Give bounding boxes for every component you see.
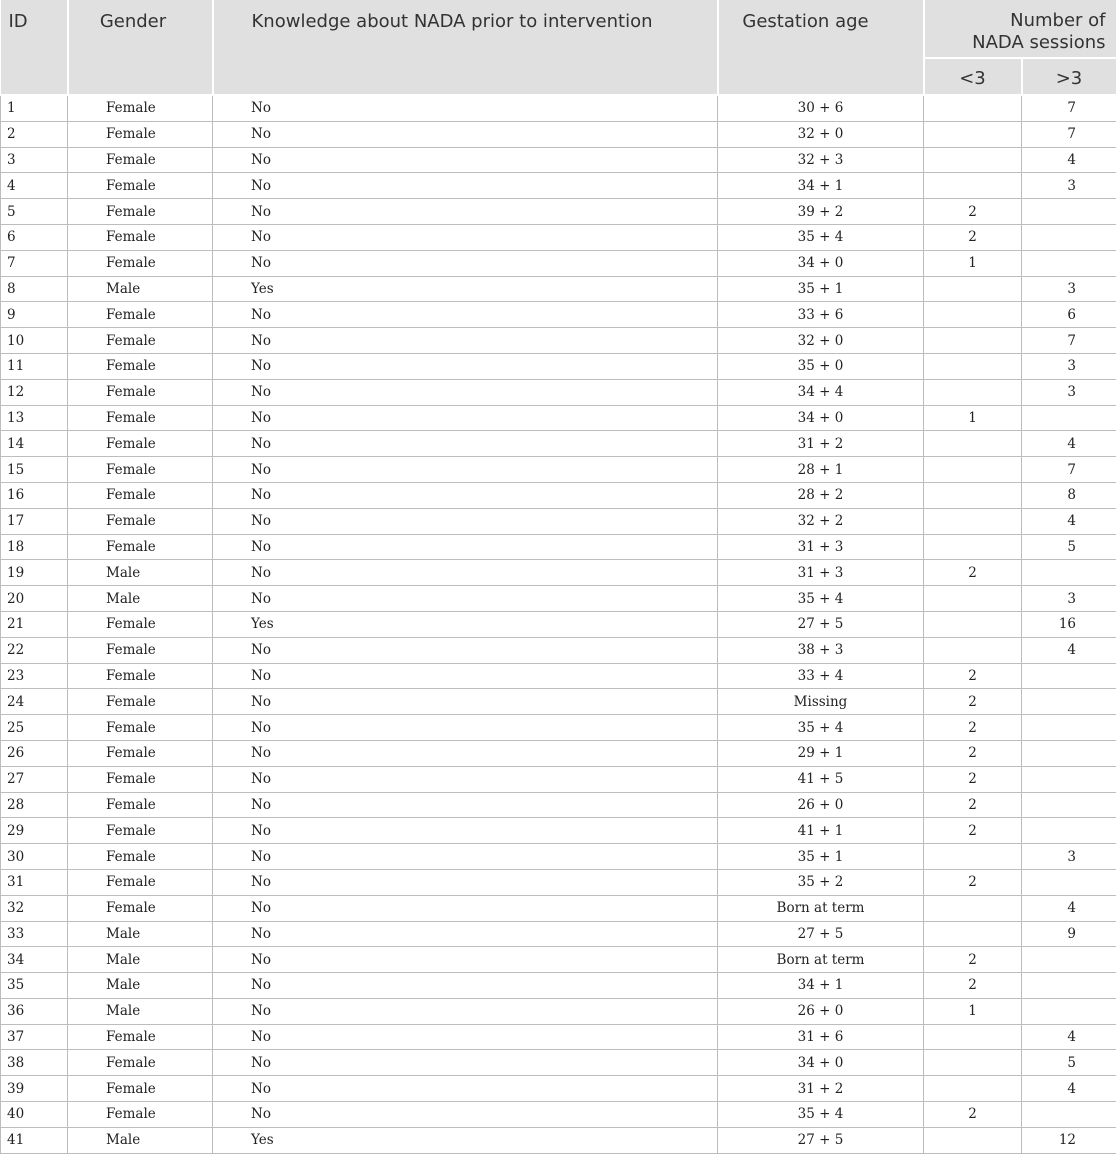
cell-gestation-age: 34 + 1 <box>718 173 924 199</box>
cell-knowledge: No <box>213 534 718 560</box>
table-row <box>1 766 1116 792</box>
cell-sessions-gt3 <box>1022 998 1116 1024</box>
cell-gestation-age: Born at term <box>718 895 924 921</box>
cell-sessions-gt3: 8 <box>1022 482 1116 508</box>
cell-gender: Male <box>68 1127 213 1153</box>
cell-gender: Female <box>68 328 213 354</box>
cell-gestation-age: 41 + 1 <box>718 818 924 844</box>
cell-gestation-age: 32 + 0 <box>718 328 924 354</box>
cell-gender: Female <box>68 1024 213 1050</box>
cell-sessions-gt3 <box>1022 250 1116 276</box>
cell-gender: Female <box>68 199 213 225</box>
cell-id: 8 <box>1 276 68 302</box>
table-row <box>1 1050 1116 1076</box>
cell-gestation-age: 33 + 6 <box>718 302 924 328</box>
table-row <box>1 431 1116 457</box>
cell-id: 27 <box>1 766 68 792</box>
table-row <box>1 947 1116 973</box>
cell-knowledge: No <box>213 328 718 354</box>
cell-sessions-gt3: 7 <box>1022 121 1116 147</box>
cell-sessions-gt3: 7 <box>1022 457 1116 483</box>
cell-gestation-age: 29 + 1 <box>718 740 924 766</box>
cell-gestation-age: 35 + 1 <box>718 844 924 870</box>
cell-id: 37 <box>1 1024 68 1050</box>
cell-knowledge: No <box>213 482 718 508</box>
cell-knowledge: No <box>213 947 718 973</box>
table-row <box>1 560 1116 586</box>
cell-sessions-lt3 <box>924 921 1022 947</box>
cell-gestation-age: 30 + 6 <box>718 95 924 121</box>
cell-sessions-gt3: 4 <box>1022 1024 1116 1050</box>
cell-id: 23 <box>1 663 68 689</box>
cell-sessions-lt3 <box>924 353 1022 379</box>
cell-sessions-lt3 <box>924 1024 1022 1050</box>
cell-knowledge: No <box>213 715 718 741</box>
cell-sessions-lt3 <box>924 637 1022 663</box>
cell-knowledge: No <box>213 740 718 766</box>
cell-knowledge: No <box>213 1102 718 1128</box>
cell-sessions-gt3: 9 <box>1022 921 1116 947</box>
table-row <box>1 998 1116 1024</box>
cell-gestation-age: 32 + 0 <box>718 121 924 147</box>
cell-sessions-gt3 <box>1022 740 1116 766</box>
cell-gender: Male <box>68 276 213 302</box>
header-sessions-line2: NADA sessions <box>972 32 1105 53</box>
cell-gestation-age: 32 + 2 <box>718 508 924 534</box>
cell-knowledge: No <box>213 818 718 844</box>
table-row <box>1 121 1116 147</box>
cell-sessions-lt3: 1 <box>924 998 1022 1024</box>
cell-gender: Female <box>68 766 213 792</box>
cell-sessions-lt3 <box>924 611 1022 637</box>
cell-knowledge: No <box>213 121 718 147</box>
table-row <box>1 1102 1116 1128</box>
cell-gestation-age: 31 + 3 <box>718 560 924 586</box>
table-row <box>1 740 1116 766</box>
cell-sessions-lt3 <box>924 431 1022 457</box>
cell-id: 4 <box>1 173 68 199</box>
cell-id: 25 <box>1 715 68 741</box>
cell-sessions-gt3: 4 <box>1022 895 1116 921</box>
table-row <box>1 250 1116 276</box>
cell-gender: Female <box>68 1102 213 1128</box>
cell-sessions-lt3: 2 <box>924 560 1022 586</box>
cell-knowledge: Yes <box>213 276 718 302</box>
table-row <box>1 637 1116 663</box>
cell-knowledge: No <box>213 1024 718 1050</box>
cell-gender: Female <box>68 611 213 637</box>
cell-sessions-gt3 <box>1022 199 1116 225</box>
cell-id: 13 <box>1 405 68 431</box>
cell-sessions-lt3 <box>924 1076 1022 1102</box>
table-row <box>1 818 1116 844</box>
cell-knowledge: No <box>213 689 718 715</box>
cell-sessions-lt3: 2 <box>924 224 1022 250</box>
cell-sessions-lt3: 1 <box>924 250 1022 276</box>
cell-sessions-gt3 <box>1022 869 1116 895</box>
cell-id: 21 <box>1 611 68 637</box>
cell-gender: Female <box>68 173 213 199</box>
cell-sessions-gt3: 12 <box>1022 1127 1116 1153</box>
cell-gender: Female <box>68 663 213 689</box>
cell-knowledge: No <box>213 998 718 1024</box>
cell-sessions-gt3 <box>1022 224 1116 250</box>
cell-id: 30 <box>1 844 68 870</box>
cell-knowledge: No <box>213 147 718 173</box>
table-body <box>1 95 1116 1153</box>
cell-knowledge: No <box>213 792 718 818</box>
cell-sessions-gt3: 3 <box>1022 586 1116 612</box>
cell-sessions-lt3 <box>924 457 1022 483</box>
cell-knowledge: No <box>213 457 718 483</box>
cell-gestation-age: 35 + 2 <box>718 869 924 895</box>
cell-id: 16 <box>1 482 68 508</box>
cell-gender: Female <box>68 895 213 921</box>
table-header <box>1 0 1116 95</box>
cell-knowledge: No <box>213 302 718 328</box>
cell-sessions-lt3: 2 <box>924 689 1022 715</box>
cell-id: 39 <box>1 1076 68 1102</box>
cell-knowledge: No <box>213 1050 718 1076</box>
cell-gestation-age: 34 + 1 <box>718 973 924 999</box>
cell-sessions-gt3: 3 <box>1022 844 1116 870</box>
cell-sessions-lt3: 1 <box>924 405 1022 431</box>
cell-sessions-lt3 <box>924 534 1022 560</box>
cell-sessions-gt3: 3 <box>1022 353 1116 379</box>
table-row <box>1 715 1116 741</box>
cell-gender: Female <box>68 95 213 121</box>
cell-knowledge: No <box>213 508 718 534</box>
cell-gestation-age: 35 + 4 <box>718 1102 924 1128</box>
table-row <box>1 457 1116 483</box>
cell-knowledge: Yes <box>213 611 718 637</box>
cell-gestation-age: Born at term <box>718 947 924 973</box>
header-gt3: >3 <box>1022 58 1116 95</box>
cell-gestation-age: 35 + 0 <box>718 353 924 379</box>
cell-gestation-age: 32 + 3 <box>718 147 924 173</box>
cell-knowledge: No <box>213 637 718 663</box>
cell-gender: Female <box>68 482 213 508</box>
table-row <box>1 95 1116 121</box>
cell-gender: Female <box>68 379 213 405</box>
cell-gestation-age: 31 + 3 <box>718 534 924 560</box>
cell-sessions-lt3: 2 <box>924 740 1022 766</box>
cell-gestation-age: 34 + 4 <box>718 379 924 405</box>
cell-sessions-lt3 <box>924 586 1022 612</box>
cell-sessions-lt3: 2 <box>924 199 1022 225</box>
cell-id: 33 <box>1 921 68 947</box>
cell-sessions-gt3: 4 <box>1022 637 1116 663</box>
cell-id: 17 <box>1 508 68 534</box>
cell-gender: Female <box>68 147 213 173</box>
cell-id: 15 <box>1 457 68 483</box>
cell-knowledge: No <box>213 921 718 947</box>
cell-id: 12 <box>1 379 68 405</box>
cell-sessions-lt3: 2 <box>924 663 1022 689</box>
cell-sessions-lt3 <box>924 276 1022 302</box>
cell-gender: Female <box>68 405 213 431</box>
cell-sessions-gt3 <box>1022 715 1116 741</box>
cell-id: 34 <box>1 947 68 973</box>
cell-id: 11 <box>1 353 68 379</box>
cell-gender: Male <box>68 947 213 973</box>
cell-knowledge: No <box>213 766 718 792</box>
cell-id: 20 <box>1 586 68 612</box>
cell-id: 24 <box>1 689 68 715</box>
cell-gender: Female <box>68 740 213 766</box>
table-row <box>1 1076 1116 1102</box>
table-row <box>1 199 1116 225</box>
cell-sessions-lt3: 2 <box>924 973 1022 999</box>
table-row <box>1 663 1116 689</box>
cell-id: 38 <box>1 1050 68 1076</box>
cell-sessions-gt3: 3 <box>1022 276 1116 302</box>
cell-sessions-gt3 <box>1022 1102 1116 1128</box>
cell-knowledge: No <box>213 844 718 870</box>
cell-sessions-lt3 <box>924 482 1022 508</box>
cell-sessions-gt3 <box>1022 405 1116 431</box>
cell-id: 41 <box>1 1127 68 1153</box>
cell-gender: Female <box>68 302 213 328</box>
header-gestation-age: Gestation age <box>718 0 924 95</box>
table-row <box>1 792 1116 818</box>
cell-knowledge: No <box>213 250 718 276</box>
cell-knowledge: No <box>213 869 718 895</box>
cell-sessions-lt3 <box>924 95 1022 121</box>
cell-gender: Female <box>68 121 213 147</box>
cell-knowledge: No <box>213 405 718 431</box>
cell-id: 7 <box>1 250 68 276</box>
cell-gender: Female <box>68 534 213 560</box>
table-row <box>1 534 1116 560</box>
cell-id: 22 <box>1 637 68 663</box>
cell-knowledge: No <box>213 224 718 250</box>
cell-gestation-age: 35 + 4 <box>718 224 924 250</box>
cell-id: 26 <box>1 740 68 766</box>
cell-sessions-gt3: 3 <box>1022 379 1116 405</box>
cell-id: 14 <box>1 431 68 457</box>
cell-gender: Female <box>68 844 213 870</box>
cell-id: 10 <box>1 328 68 354</box>
cell-knowledge: Yes <box>213 1127 718 1153</box>
cell-sessions-gt3: 5 <box>1022 534 1116 560</box>
cell-gestation-age: 31 + 2 <box>718 1076 924 1102</box>
cell-gender: Female <box>68 869 213 895</box>
cell-sessions-gt3 <box>1022 689 1116 715</box>
cell-gestation-age: 26 + 0 <box>718 792 924 818</box>
cell-sessions-gt3 <box>1022 663 1116 689</box>
cell-knowledge: No <box>213 663 718 689</box>
cell-id: 1 <box>1 95 68 121</box>
cell-sessions-lt3 <box>924 121 1022 147</box>
cell-knowledge: No <box>213 431 718 457</box>
cell-sessions-gt3: 4 <box>1022 508 1116 534</box>
cell-sessions-gt3 <box>1022 560 1116 586</box>
cell-gestation-age: 38 + 3 <box>718 637 924 663</box>
cell-gestation-age: 26 + 0 <box>718 998 924 1024</box>
cell-sessions-gt3 <box>1022 792 1116 818</box>
cell-sessions-lt3: 2 <box>924 869 1022 895</box>
cell-sessions-lt3: 2 <box>924 766 1022 792</box>
cell-knowledge: No <box>213 973 718 999</box>
cell-sessions-lt3: 2 <box>924 947 1022 973</box>
cell-gestation-age: 27 + 5 <box>718 921 924 947</box>
cell-sessions-lt3: 2 <box>924 818 1022 844</box>
table-row <box>1 844 1116 870</box>
cell-gender: Female <box>68 1050 213 1076</box>
cell-sessions-lt3 <box>924 1050 1022 1076</box>
table-row <box>1 379 1116 405</box>
cell-sessions-gt3: 5 <box>1022 1050 1116 1076</box>
cell-sessions-gt3: 4 <box>1022 431 1116 457</box>
header-lt3: <3 <box>924 58 1022 95</box>
cell-knowledge: No <box>213 199 718 225</box>
cell-gender: Female <box>68 250 213 276</box>
cell-id: 5 <box>1 199 68 225</box>
cell-id: 32 <box>1 895 68 921</box>
cell-gestation-age: 39 + 2 <box>718 199 924 225</box>
table-row <box>1 689 1116 715</box>
cell-sessions-lt3 <box>924 379 1022 405</box>
cell-id: 29 <box>1 818 68 844</box>
cell-gender: Female <box>68 353 213 379</box>
cell-gestation-age: 34 + 0 <box>718 405 924 431</box>
cell-gender: Female <box>68 792 213 818</box>
cell-gestation-age: 28 + 2 <box>718 482 924 508</box>
cell-sessions-lt3 <box>924 1127 1022 1153</box>
cell-sessions-gt3 <box>1022 973 1116 999</box>
cell-gender: Female <box>68 1076 213 1102</box>
cell-knowledge: No <box>213 560 718 586</box>
cell-gender: Male <box>68 973 213 999</box>
cell-sessions-gt3: 4 <box>1022 1076 1116 1102</box>
cell-knowledge: No <box>213 353 718 379</box>
cell-sessions-lt3 <box>924 895 1022 921</box>
table-row <box>1 405 1116 431</box>
cell-sessions-gt3: 7 <box>1022 328 1116 354</box>
header-id: ID <box>1 0 68 95</box>
cell-gender: Female <box>68 818 213 844</box>
cell-gestation-age: 28 + 1 <box>718 457 924 483</box>
cell-gestation-age: 33 + 4 <box>718 663 924 689</box>
cell-sessions-lt3: 2 <box>924 1102 1022 1128</box>
cell-gestation-age: 41 + 5 <box>718 766 924 792</box>
cell-sessions-gt3: 4 <box>1022 147 1116 173</box>
cell-knowledge: No <box>213 586 718 612</box>
cell-sessions-gt3: 7 <box>1022 95 1116 121</box>
cell-sessions-lt3 <box>924 173 1022 199</box>
cell-gender: Female <box>68 637 213 663</box>
cell-gender: Female <box>68 431 213 457</box>
cell-gestation-age: 31 + 2 <box>718 431 924 457</box>
header-gender: Gender <box>68 0 213 95</box>
cell-id: 19 <box>1 560 68 586</box>
cell-gestation-age: 35 + 4 <box>718 715 924 741</box>
table-row <box>1 482 1116 508</box>
cell-gestation-age: Missing <box>718 689 924 715</box>
cell-id: 2 <box>1 121 68 147</box>
cell-gestation-age: 27 + 5 <box>718 611 924 637</box>
cell-sessions-lt3 <box>924 302 1022 328</box>
cell-sessions-gt3 <box>1022 947 1116 973</box>
table-row <box>1 224 1116 250</box>
table-row <box>1 508 1116 534</box>
cell-gestation-age: 34 + 0 <box>718 1050 924 1076</box>
table-row <box>1 869 1116 895</box>
cell-sessions-lt3 <box>924 147 1022 173</box>
cell-knowledge: No <box>213 173 718 199</box>
cell-knowledge: No <box>213 1076 718 1102</box>
cell-gender: Male <box>68 998 213 1024</box>
table-row <box>1 173 1116 199</box>
cell-gestation-age: 34 + 0 <box>718 250 924 276</box>
cell-gender: Female <box>68 715 213 741</box>
cell-sessions-lt3 <box>924 508 1022 534</box>
cell-knowledge: No <box>213 95 718 121</box>
cell-sessions-gt3: 16 <box>1022 611 1116 637</box>
table-row <box>1 611 1116 637</box>
table-row <box>1 328 1116 354</box>
header-number-of-sessions <box>924 0 1116 58</box>
cell-id: 36 <box>1 998 68 1024</box>
cell-id: 40 <box>1 1102 68 1128</box>
cell-sessions-gt3 <box>1022 818 1116 844</box>
cell-sessions-gt3 <box>1022 766 1116 792</box>
cell-knowledge: No <box>213 895 718 921</box>
cell-gender: Female <box>68 689 213 715</box>
cell-gender: Male <box>68 560 213 586</box>
header-knowledge: Knowledge about NADA prior to intervention <box>213 0 718 95</box>
cell-sessions-gt3: 6 <box>1022 302 1116 328</box>
cell-knowledge: No <box>213 379 718 405</box>
cell-gender: Male <box>68 586 213 612</box>
cell-gender: Female <box>68 457 213 483</box>
header-sessions-line1: Number of <box>1010 10 1105 31</box>
cell-gender: Male <box>68 921 213 947</box>
cell-gender: Female <box>68 224 213 250</box>
cell-id: 9 <box>1 302 68 328</box>
table-row <box>1 973 1116 999</box>
table-row <box>1 276 1116 302</box>
cell-gestation-age: 35 + 4 <box>718 586 924 612</box>
cell-id: 18 <box>1 534 68 560</box>
cell-gestation-age: 31 + 6 <box>718 1024 924 1050</box>
cell-sessions-lt3: 2 <box>924 715 1022 741</box>
cell-sessions-gt3: 3 <box>1022 173 1116 199</box>
cell-id: 31 <box>1 869 68 895</box>
cell-id: 35 <box>1 973 68 999</box>
cell-gestation-age: 35 + 1 <box>718 276 924 302</box>
cell-sessions-lt3 <box>924 328 1022 354</box>
cell-sessions-lt3 <box>924 844 1022 870</box>
table-row <box>1 921 1116 947</box>
cell-id: 6 <box>1 224 68 250</box>
table-row <box>1 147 1116 173</box>
cell-gestation-age: 27 + 5 <box>718 1127 924 1153</box>
table-row <box>1 586 1116 612</box>
table-row <box>1 895 1116 921</box>
cell-sessions-lt3: 2 <box>924 792 1022 818</box>
cell-gender: Female <box>68 508 213 534</box>
table-row <box>1 1127 1116 1153</box>
cell-id: 28 <box>1 792 68 818</box>
table-row <box>1 1024 1116 1050</box>
cell-id: 3 <box>1 147 68 173</box>
table-row <box>1 353 1116 379</box>
table-row <box>1 302 1116 328</box>
